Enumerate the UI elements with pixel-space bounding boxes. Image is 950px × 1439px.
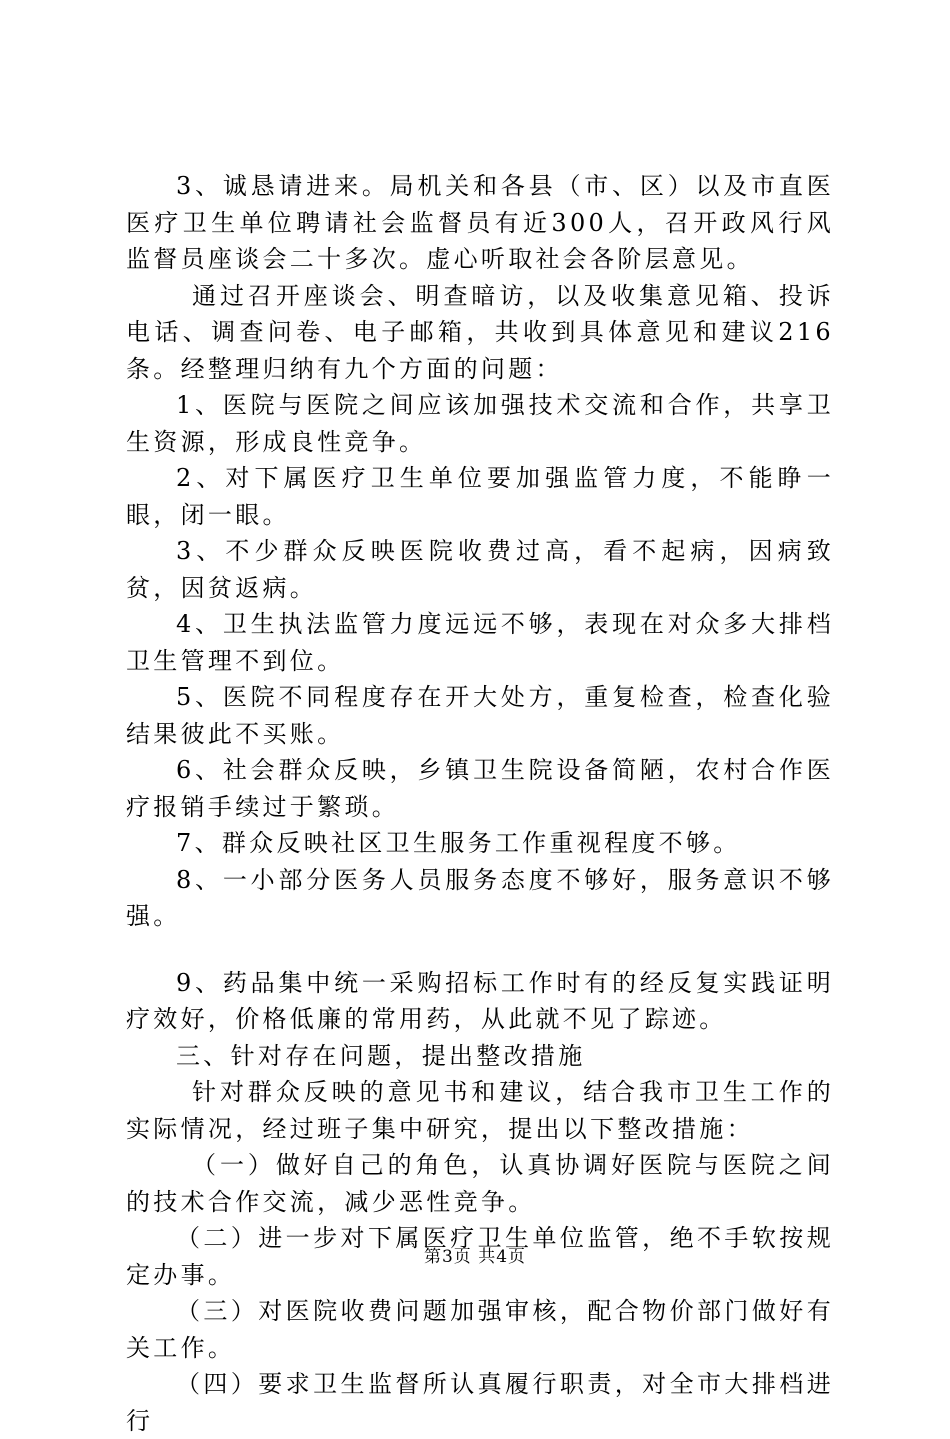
paragraph: 6、社会群众反映，乡镇卫生院设备简陋，农村合作医疗报销手续过于繁琐。	[126, 756, 834, 821]
paragraph: （三）对医院收费问题加强审核，配合物价部门做好有关工作。	[126, 1297, 834, 1362]
paragraph: 2、对下属医疗卫生单位要加强监管力度，不能睁一眼，闭一眼。	[126, 464, 834, 529]
paragraph-gap	[126, 935, 834, 965]
paragraph: 3、诚恳请进来。局机关和各县（市、区）以及市直医医疗卫生单位聘请社会监督员有近300人，召开政风行风监督员座谈会二十多次。虚心听取社会各阶层意见。	[126, 172, 834, 273]
paragraph: 3、不少群众反映医院收费过高，看不起病，因病致贫，因贫返病。	[126, 537, 834, 602]
paragraph: （一）做好自己的角色，认真协调好医院与医院之间的技术合作交流，减少恶性竞争。	[126, 1151, 834, 1216]
paragraph: 9、药品集中统一采购招标工作时有的经反复实践证明疗效好，价格低廉的常用药，从此就不见了踪迹。	[126, 968, 834, 1033]
paragraph: （四）要求卫生监督所认真履行职责，对全市大排档进行	[126, 1370, 834, 1435]
paragraph: （二）进一步对下属医疗卫生单位监管，绝不手软按规定办事。	[126, 1224, 834, 1289]
section-heading: 三、针对存在问题，提出整改措施	[176, 1041, 586, 1070]
paragraph: 通过召开座谈会、明查暗访，以及收集意见箱、投诉电话、调查问卷、电子邮箱，共收到具体意见和建议216条。经整理归纳有九个方面的问题：	[126, 281, 834, 383]
paragraph: 4、卫生执法监管力度远远不够，表现在对众多大排档卫生管理不到位。	[126, 610, 834, 675]
paragraph: 1、医院与医院之间应该加强技术交流和合作，共享卫生资源，形成良性竞争。	[126, 391, 834, 456]
paragraph: 5、医院不同程度存在开大处方，重复检查，检查化验结果彼此不买账。	[126, 683, 834, 748]
page-footer: 第3页 共4页	[423, 1247, 527, 1267]
paragraph: 针对群众反映的意见书和建议，结合我市卫生工作的实际情况，经过班子集中研究，提出以下整改措施：	[126, 1078, 834, 1143]
paragraph: 8、一小部分医务人员服务态度不够好，服务意识不够强。	[126, 865, 834, 930]
paragraph: 7、群众反映社区卫生服务工作重视程度不够。	[176, 829, 741, 857]
